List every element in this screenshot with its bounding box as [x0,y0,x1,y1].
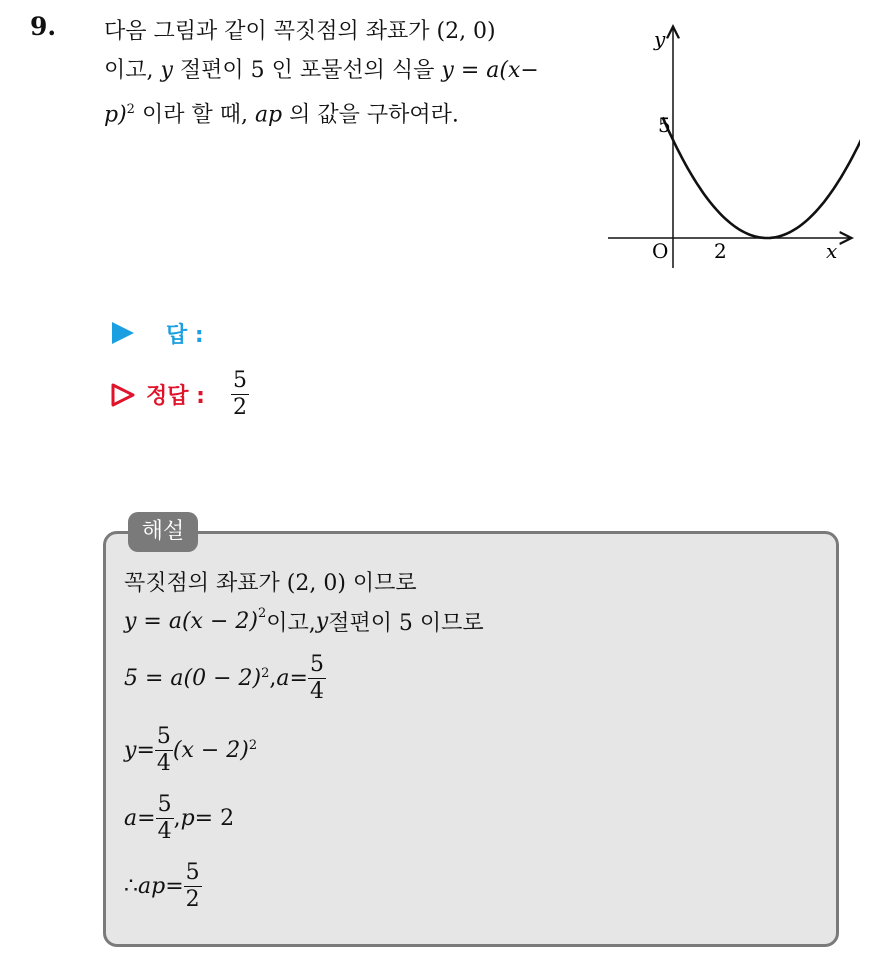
answer-label: 답 : [166,322,204,348]
solution-line-5: a = $\frac{5}{4}$ , p = 2 [124,792,235,844]
solution-line-2: y = a(x − 2) $^2$ 이고, y 절편이 5 이므로 [124,606,484,636]
answer-row [110,316,204,350]
y-tick-label: 5 [658,113,671,137]
question-line-2: 이고, y 절편이 5 인 포물선의 식을 y = a(x− [104,58,539,83]
solution-line-4: y = $\frac{5}{4}$ (x − 2) $^2$ [124,724,258,776]
play-icon [110,320,136,346]
correct-answer-value: $\frac{5}{2}$ [232,368,247,420]
solution-line-6: ∴ ap = $\frac{5}{2}$ [124,860,200,912]
origin-label: O [652,239,669,263]
solution-line-3: 5 = a(0 − 2) $^2$ , a = $\frac{5}{4}$ [124,652,324,704]
correct-answer-row [110,368,249,421]
question-text [104,12,584,134]
question-number: 9. [30,12,57,41]
solution-tab: 해설 [128,512,198,552]
question-line-1: 다음 그림과 같이 꼭짓점의 좌표가 (2, 0) [104,19,496,44]
solution-line-1: 꼭짓점의 좌표가 (2, 0) 이므로 [124,571,417,596]
correct-answer-label: 정답 : [146,384,205,409]
question-line-3: p)$^2$ 이라 할 때, ap 의 값을 구하여라. [104,102,459,128]
x-axis-label: x [826,239,838,263]
y-axis-label: y [654,27,666,51]
parabola-curve [663,72,860,238]
play-outline-icon [110,382,136,408]
parabola-graph [600,22,860,272]
x-tick-label: 2 [714,239,727,263]
